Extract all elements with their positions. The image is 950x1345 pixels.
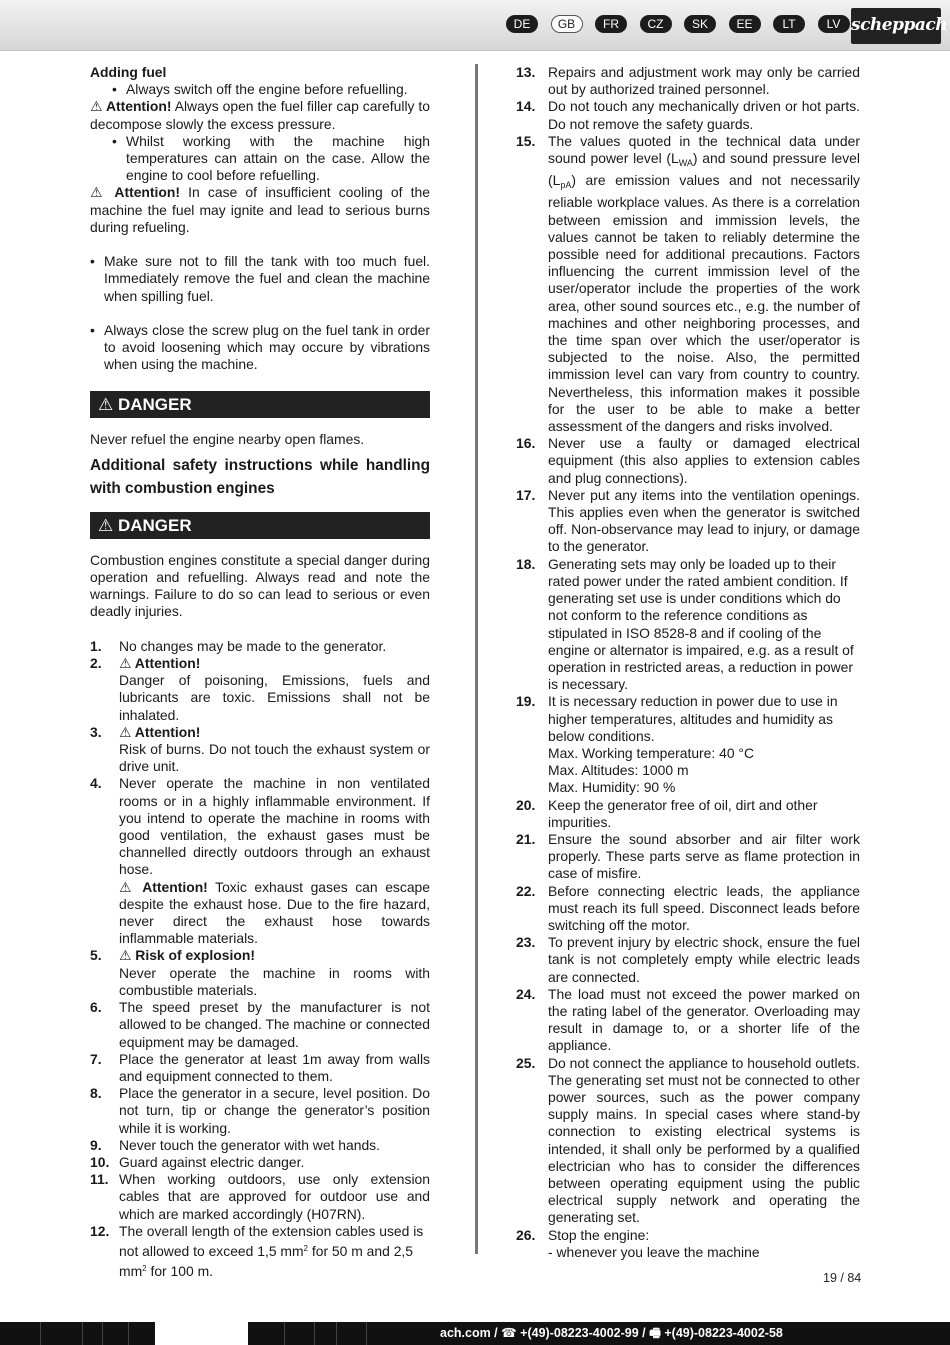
safety-item-8: 8. Place the generator in a secure, level position. Do not turn, tip or change the generator’s position while it is working. — [90, 1085, 430, 1136]
safety-item-1: 1. No changes may be made to the generator. — [90, 637, 387, 654]
danger-2-text: Combustion engines constitute a special danger during operation and refuelling. Always read and note the warnings. Failure to do so can lead to serious or even deadly injuries. — [90, 551, 430, 620]
brand-logo: scheppach — [851, 8, 941, 44]
lang-tab-fr[interactable]: FR — [595, 15, 627, 33]
safety-item-13: 13. Repairs and adjustment work may only be carried out by authorized trained personnel. — [516, 64, 860, 98]
lang-tab-ee[interactable]: EE — [729, 15, 761, 33]
safety-item-24: 24. The load must not exceed the power marked on the rating label of the generator. Overloading may result in damage to, or a shorter life of the appliance. — [516, 985, 860, 1054]
danger-banner-1: ⚠ DANGER — [90, 391, 430, 418]
safety-item-22: 22. Before connecting electric leads, the appliance must reach its full speed. Disconnect leads before switching off the motor. — [516, 882, 860, 933]
safety-item-18: 18. Generating sets may only be loaded up to their rated power under the rated ambient condition. If generating set use is under conditions which do not conform to the reference conditions as stipulated in ISO 8528-8 and if cooling of the engine or alternator is impaired, e.g. as a result of operation in restricted areas, a reduction in power is necessary. — [516, 555, 854, 693]
safety-item-16: 16. Never use a faulty or damaged electrical equipment (this also applies to extension cables and plug connections). — [516, 435, 860, 486]
attention-note-2 — [90, 184, 430, 236]
safety-item-2: 2. ⚠ Attention! Danger of poisoning, Emissions, fuels and lubricants are toxic. Emissions shall not be inhalated. — [90, 655, 430, 723]
safety-item-6: 6. The speed preset by the manufacturer is not allowed to be changed. The machine or connected equipment may be damaged. — [90, 999, 430, 1050]
attention-text: Always open the fuel filler cap carefully to decompose slowly the excess pressure. — [90, 98, 431, 132]
lang-tab-gb[interactable]: GB — [551, 15, 583, 33]
footer-white-block — [155, 1322, 248, 1345]
fuel-bullet-1: • Always switch off the engine before refuelling. — [112, 81, 430, 98]
adding-fuel-title: Adding fuel — [90, 64, 167, 80]
safety-item-9: 9. Never touch the generator with wet hands. — [90, 1136, 380, 1153]
lang-tab-de[interactable]: DE — [506, 15, 538, 33]
safety-item-4: 4. Never operate the machine in non ventilated rooms or in a highly inflammable environment. If you intend to operate the machine in rooms with good ventilation, the exhaust gases must be channelled directly outdoors through an exhaust hose. ⚠ Attention! Toxic exhaust gases can escape despite the exhaust hose. Due to the fire hazard, never direct the exhaust hose towards inflammable materials. — [90, 775, 430, 947]
danger-banner-2: ⚠ DANGER — [90, 512, 430, 539]
lang-tab-cz[interactable]: CZ — [640, 15, 672, 33]
safety-item-10: 10. Guard against electric danger. — [90, 1153, 305, 1170]
right-column — [516, 64, 860, 1261]
safety-item-26: 26. Stop the engine: - whenever you leave the machine — [516, 1226, 760, 1260]
attention-label: ⚠ Attention! — [90, 184, 180, 201]
footer-contact: ach.com / ☎ +(49)-08223-4002-99 / 🖷 +(49)-08223-4002-58 — [440, 1326, 783, 1340]
page-number: 19 / 84 — [823, 1271, 862, 1285]
fuel-bullet-3: • Make sure not to fill the tank with too much fuel. Immediately remove the fuel and clean the machine when spilling fuel. — [90, 253, 430, 305]
lang-tab-lt[interactable]: LT — [773, 15, 805, 33]
safety-item-11: 11. When working outdoors, use only extension cables that are approved for outdoor use and which are marked accordingly (H07RN). — [90, 1171, 430, 1222]
language-tabs — [506, 15, 862, 33]
attention-text: In case of insufficient cooling of the machine the fuel may ignite and lead to serious burns during refueling. — [90, 184, 430, 235]
safety-item-23: 23. To prevent injury by electric shock, ensure the fuel tank is not completely empty while electric leads are connected. — [516, 934, 860, 985]
fuel-bullet-4: • Always close the screw plug on the fuel tank in order to avoid loosening which may occure by vibrations when using the machine. — [90, 322, 430, 374]
attention-note-1 — [90, 98, 430, 132]
danger-1-text: Never refuel the engine nearby open flames. — [90, 430, 365, 447]
safety-item-14: 14. Do not touch any mechanically driven or hot parts. Do not remove the safety guards. — [516, 98, 860, 132]
safety-item-12: 12. The overall length of the extension cables used is not allowed to exceed 1,5 $mm^2$ for 50 m and 2,5 $mm^2$ for 100 m. — [90, 1222, 424, 1280]
safety-item-20: 20. Keep the generator free of oil, dirt and other impurities. — [516, 796, 818, 830]
safety-item-25: 25. Do not connect the appliance to household outlets. The generating set must not be connected to other power sources, such as the power company supply mains. In special cases where stand-by connection to existing electrical systems is intended, it shall only be performed by a qualified electrician who has to consider the differences between operating equipment using the public electrical supply network and operating the generating set. — [516, 1054, 860, 1226]
section-subheading: Additional safety instructions while handling with combustion engines — [90, 456, 430, 497]
column-divider — [475, 64, 478, 1254]
lang-tab-lv[interactable]: LV — [818, 15, 850, 33]
safety-item-17: 17. Never put any items into the ventilation openings. This applies even when the generator is switched off. Non-observance may lead to injury, or damage to the generator. — [516, 486, 860, 555]
fuel-bullet-2: • Whilst working with the machine high temperatures can attain on the case. Allow the engine to cool before refuelling. — [112, 133, 430, 185]
safety-item-21: 21. Ensure the sound absorber and air filter work properly. These parts serve as flame protection in case of misfire. — [516, 830, 860, 882]
safety-item-7: 7. Place the generator at least 1m away from walls and equipment connected to them. — [90, 1050, 430, 1084]
left-column — [90, 64, 430, 1280]
safety-item-3: 3. ⚠ Attention! Risk of burns. Do not touch the exhaust system or drive unit. — [90, 723, 430, 775]
safety-item-5: 5. ⚠ Risk of explosion! Never operate the machine in rooms with combustible materials. — [90, 947, 430, 998]
safety-item-15: 15. The values quoted in the technical data under sound power level $(L_{WA})$ and sound pressure level $(L_{pA})$ are emission values and not necessarily reliable workplace values. As there is a correlation between emission and immission levels, the values cannot be taken to reliably determine the possible need for additional precautions. Factors influencing the current immission level of the user/operator include the properties of the work area, other sound sources etc., e.g. the number of machines and other neighboring processes, and the time span over which the user/operator is subjected to the noise. Also, the permitted immission level can vary from country to country. Nevertheless, this information makes it possible for the user to be able to make a better assessment of the dangers and risks involved. — [516, 132, 860, 435]
safety-item-19: 19. It is necessary reduction in power due to use in higher temperatures, altitudes and humidity as below conditions. Max. Working temperature: 40 °C Max. Altitudes: 1000 m Max. Humidity: 90 % — [516, 693, 838, 796]
lang-tab-sk[interactable]: SK — [684, 15, 716, 33]
attention-label: ⚠ Attention! — [90, 98, 172, 115]
page-header — [0, 0, 950, 51]
